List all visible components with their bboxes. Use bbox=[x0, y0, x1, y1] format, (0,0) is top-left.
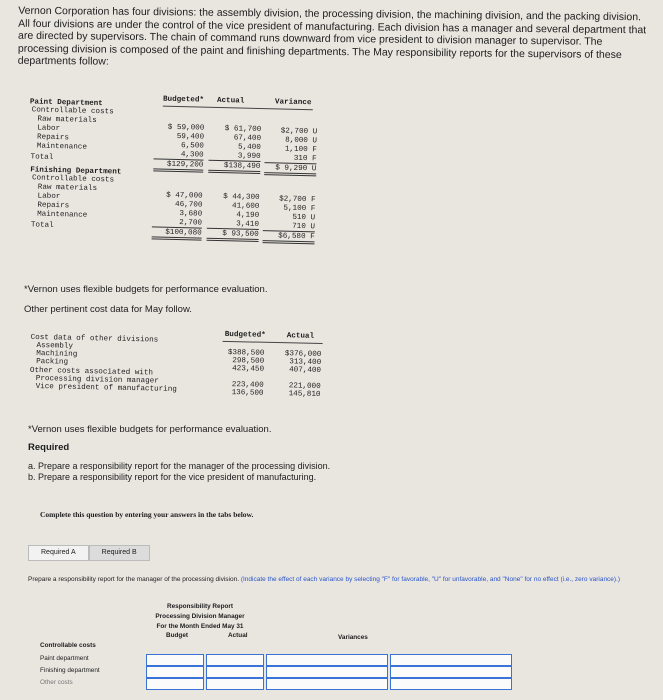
tab-instruction bbox=[28, 576, 628, 584]
variance-input[interactable] bbox=[266, 666, 388, 678]
paint-actual: 3,990 bbox=[209, 152, 261, 162]
other-cost-budget: 136,500 bbox=[231, 389, 264, 398]
paint-row-label: Raw materials bbox=[37, 115, 97, 125]
finishing-variance: 710 U bbox=[263, 222, 315, 232]
instruction-note: (Indicate the effect of each variance by selecting "F" for favorable, "U" for unfavorable, and "None" for no effect (i.e., zero variance).) bbox=[240, 576, 621, 583]
paint-variance: $2,700 U bbox=[280, 127, 318, 137]
paint-sub: Controllable costs bbox=[31, 106, 114, 117]
paint-actual: 67,400 bbox=[233, 134, 262, 144]
paint-variance: 310 F bbox=[264, 154, 316, 164]
budget-input[interactable] bbox=[146, 678, 204, 690]
requirement-tabs bbox=[28, 545, 150, 561]
paint-total-budget: $129,200 bbox=[153, 160, 203, 172]
actual-input[interactable] bbox=[206, 678, 264, 690]
other-costs-title: Other costs associated with bbox=[29, 366, 154, 378]
finishing-budget: $ 47,000 bbox=[166, 191, 203, 201]
division-actual: 313,400 bbox=[289, 358, 322, 367]
finishing-variance: 510 U bbox=[292, 213, 316, 223]
other-divisions-table bbox=[29, 327, 331, 413]
other-cost-intro: Other pertinent cost data for May follow. bbox=[24, 304, 192, 315]
tab-required-b[interactable]: Required B bbox=[89, 545, 150, 561]
paint-budget: $ 59,000 bbox=[167, 123, 205, 133]
paint-row-label: Labor bbox=[37, 124, 61, 134]
division-budget: 298,500 bbox=[232, 357, 265, 366]
flexible-budget-note: *Vernon uses flexible budgets for performance evaluation. bbox=[24, 284, 268, 295]
col-budgeted: Budgeted* bbox=[162, 95, 205, 105]
finishing-total-label: Total bbox=[30, 221, 54, 230]
finishing-variance: $2,700 F bbox=[279, 195, 316, 205]
division-label: Assembly bbox=[36, 341, 74, 351]
division-actual: 407,400 bbox=[289, 366, 322, 375]
instruction-text: Prepare a responsibility report for the manager of the processing division. bbox=[28, 576, 239, 583]
flexible-budget-note-2: *Vernon uses flexible budgets for performance evaluation. bbox=[28, 424, 272, 435]
paint-title: Paint Department bbox=[29, 98, 103, 109]
intro-paragraph: Vernon Corporation has four divisions: the assembly division, the processing division, the machining division, and the packing division. All four divisions are under the control of the vice president of manufacturing. Each division has a manager and several department that are directed by supervisors. The chain of command runs downward from vice president to division manager to supervisor. The processing division is composed of the paint and finishing departments. The May responsibility reports for the supervisors of these departments follow: bbox=[17, 4, 647, 69]
paint-total-label: Total bbox=[30, 153, 54, 162]
other-cost-budget: 223,400 bbox=[231, 381, 264, 390]
finishing-variance: 5,100 F bbox=[283, 204, 316, 214]
finishing-row-label: Repairs bbox=[37, 201, 70, 211]
responsibility-report bbox=[36, 612, 636, 700]
other-cost-actual: 145,810 bbox=[288, 390, 321, 399]
paint-total-variance: $ 9,290 U bbox=[264, 164, 316, 176]
paint-budget: 4,300 bbox=[154, 150, 204, 160]
col-actual: Actual bbox=[228, 632, 248, 639]
other-cost-actual: 221,000 bbox=[288, 382, 321, 391]
division-label: Machining bbox=[36, 349, 78, 359]
division-label: Packing bbox=[36, 357, 69, 367]
col-budget: Budget bbox=[166, 632, 189, 639]
paint-variance: 8,000 U bbox=[285, 136, 318, 146]
paint-total-actual: $138,490 bbox=[208, 162, 260, 174]
paint-row-label: Repairs bbox=[36, 133, 70, 143]
other-cost-label: Vice president of manufacturing bbox=[35, 382, 177, 394]
finishing-row-label: Labor bbox=[37, 192, 61, 202]
finishing-budget: 2,700 bbox=[152, 218, 202, 228]
complete-instruction: Complete this question by entering your answers in the tabs below. bbox=[40, 510, 254, 519]
division-budget: 423,450 bbox=[232, 365, 265, 374]
finishing-actual: 3,410 bbox=[207, 220, 259, 230]
col-actual: Actual bbox=[216, 96, 245, 106]
paint-row-label: Maintenance bbox=[36, 142, 88, 152]
division-actual: $376,000 bbox=[284, 350, 322, 359]
variance-input[interactable] bbox=[266, 678, 388, 690]
finishing-budget: 3,680 bbox=[179, 210, 203, 219]
finishing-title: Finishing Department bbox=[30, 166, 122, 177]
finishing-total-budget: $100,080 bbox=[152, 228, 202, 240]
variance-select[interactable] bbox=[390, 666, 512, 678]
paint-actual: $ 61,700 bbox=[224, 125, 262, 135]
variance-select[interactable] bbox=[390, 654, 512, 666]
paint-budget: 6,500 bbox=[180, 142, 204, 151]
actual-input[interactable] bbox=[206, 654, 264, 666]
department-report-table bbox=[26, 92, 330, 269]
other-cost-label: Processing division manager bbox=[35, 374, 159, 386]
budget-input[interactable] bbox=[146, 654, 204, 666]
row-label: Finishing department bbox=[40, 667, 100, 674]
finishing-row-label: Raw materials bbox=[37, 183, 98, 194]
tab-required-a[interactable]: Required A bbox=[28, 545, 89, 561]
finishing-actual: 41,600 bbox=[231, 202, 260, 211]
actual-input[interactable] bbox=[206, 666, 264, 678]
finishing-budget: 46,700 bbox=[174, 200, 203, 210]
row-label: Other costs bbox=[40, 679, 73, 686]
finishing-sub: Controllable costs bbox=[31, 174, 115, 185]
paint-budget: 59,400 bbox=[176, 132, 205, 142]
report-title: Responsibility Report bbox=[166, 603, 234, 610]
col-actual: Actual bbox=[286, 332, 315, 341]
col-budgeted: Budgeted* bbox=[224, 330, 266, 340]
row-label: Paint department bbox=[40, 655, 89, 662]
finishing-total-variance: $6,580 F bbox=[263, 232, 315, 244]
required-heading: Required bbox=[28, 442, 70, 453]
other-divisions-title: Cost data of other divisions bbox=[30, 333, 159, 345]
budget-input[interactable] bbox=[146, 666, 204, 678]
variance-input[interactable] bbox=[266, 654, 388, 666]
finishing-total-actual: $ 93,500 bbox=[207, 230, 259, 242]
variance-select[interactable] bbox=[390, 678, 512, 690]
finishing-row-label: Maintenance bbox=[37, 210, 88, 220]
report-line2: Processing Division Manager bbox=[155, 613, 245, 620]
header-rule bbox=[223, 341, 323, 344]
required-b: b. Prepare a responsibility report for the vice president of manufacturing. bbox=[28, 472, 317, 482]
paint-actual: 5,400 bbox=[237, 143, 261, 153]
finishing-actual: $ 44,300 bbox=[223, 193, 260, 202]
col-variance: Variance bbox=[274, 98, 312, 108]
finishing-actual: 4,190 bbox=[236, 211, 260, 220]
required-a: a. Prepare a responsibility report for the manager of the processing division. bbox=[28, 461, 331, 471]
col-variances: Variances bbox=[338, 634, 368, 641]
division-budget: $388,500 bbox=[227, 349, 265, 358]
report-line3: For the Month Ended May 31 bbox=[156, 623, 244, 630]
controllable-costs-header: Controllable costs bbox=[40, 642, 96, 649]
paint-variance: 1,100 F bbox=[284, 145, 317, 155]
